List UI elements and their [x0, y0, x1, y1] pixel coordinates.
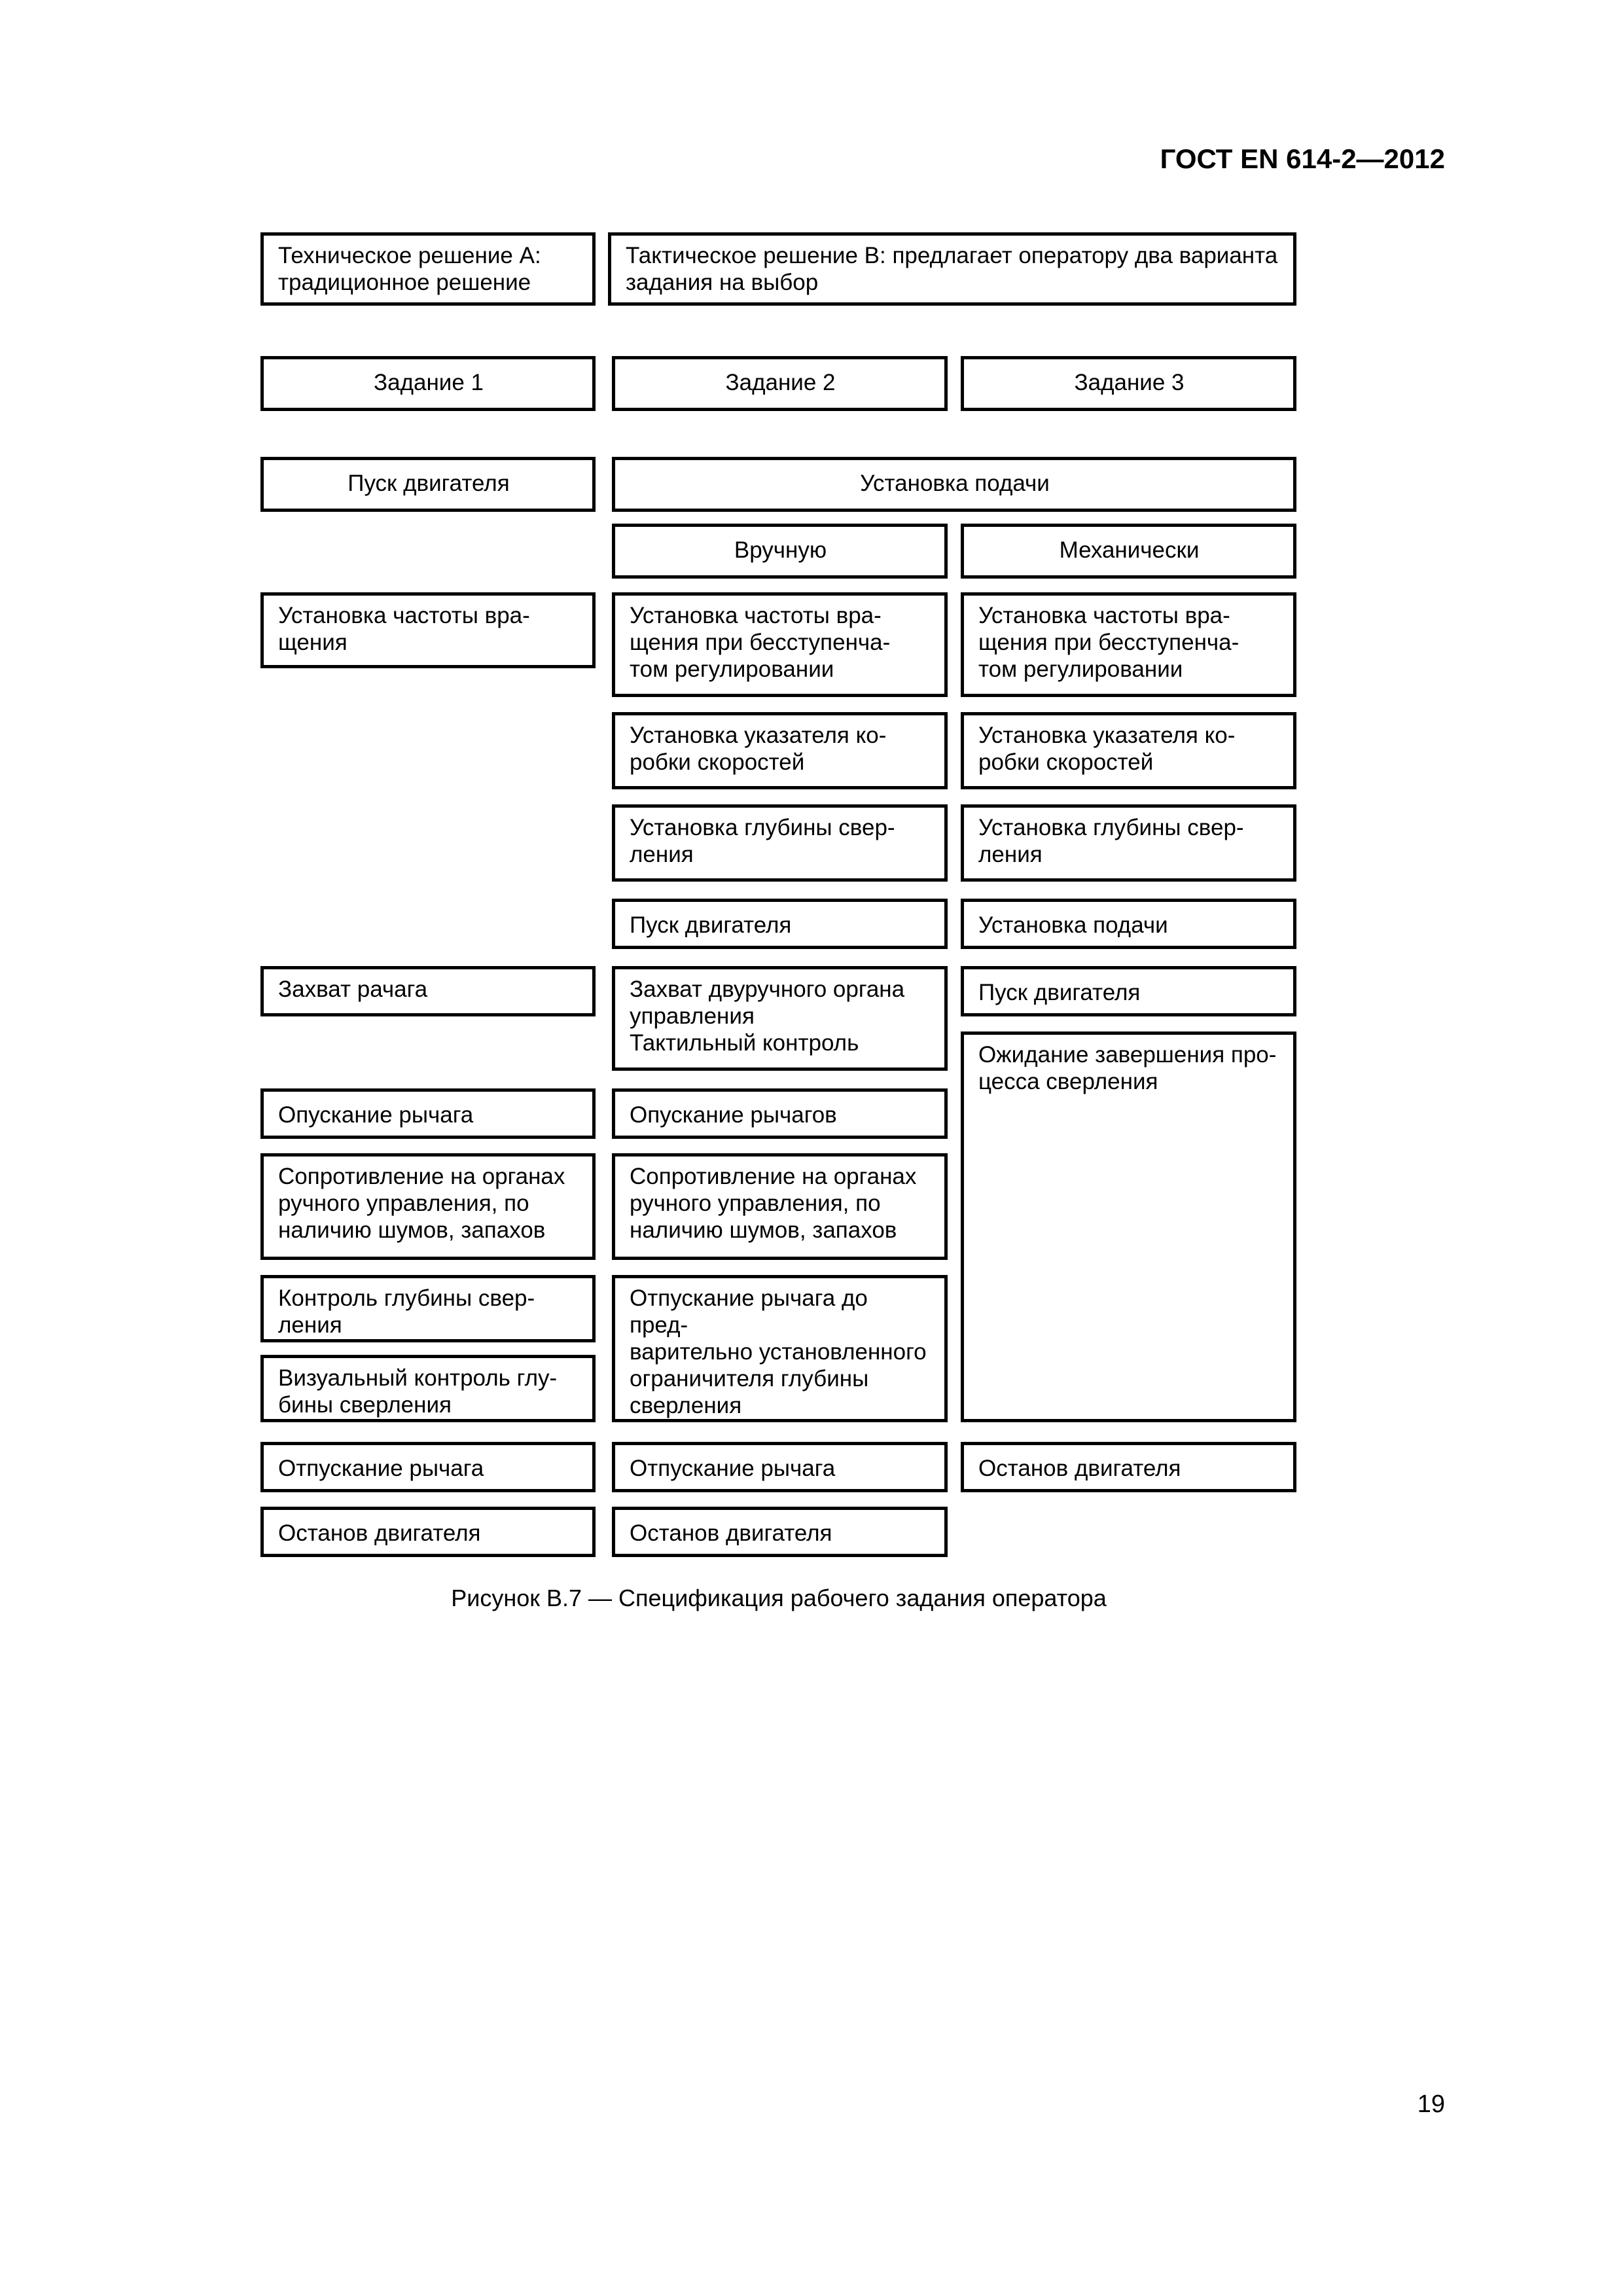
col3-mechanical-mode: Механически	[961, 524, 1296, 579]
col2-levers-lowering: Опускание рычагов	[612, 1088, 948, 1139]
col3-feed-setting: Установка подачи	[961, 899, 1296, 949]
col1-engine-stop: Останов двигателя	[260, 1507, 596, 1557]
col3-engine-stop: Останов двигателя	[961, 1442, 1296, 1492]
col3-depth-setting: Установка глубины свер- ления	[961, 804, 1296, 882]
col3-speed-setting: Установка частоты вра- щения при бесступенча- том регулировании	[961, 592, 1296, 697]
task-3-box: Задание 3	[961, 356, 1296, 411]
feed-setting-box: Установка подачи	[612, 457, 1296, 512]
col2-manual-mode: Вручную	[612, 524, 948, 579]
col1-lever-grip: Захват рачага	[260, 966, 596, 1016]
col1-lever-lowering: Опускание рычага	[260, 1088, 596, 1139]
task-2-box: Задание 2	[612, 356, 948, 411]
col3-gearbox-indicator: Установка указателя ко- робки скоростей	[961, 712, 1296, 789]
col1-speed-setting: Установка частоты вра- щения	[260, 592, 596, 668]
figure-caption: Рисунок В.7 — Спецификация рабочего задания оператора	[451, 1585, 1107, 1611]
solution-a-box: Техническое решение А: традиционное решение	[260, 232, 596, 306]
col2-lever-release: Отпускание рычага	[612, 1442, 948, 1492]
col2-engine-stop: Останов двигателя	[612, 1507, 948, 1557]
col2-speed-setting: Установка частоты вра- щения при бесступенча- том регулировании	[612, 592, 948, 697]
col2-two-hand-grip: Захват двуручного органа управления Тактильный контроль	[612, 966, 948, 1071]
col1-visual-depth-control: Визуальный контроль глу- бины сверления	[260, 1355, 596, 1422]
col1-lever-release: Отпускание рычага	[260, 1442, 596, 1492]
col2-control-resistance: Сопротивление на органах ручного управления, по наличию шумов, запахов	[612, 1153, 948, 1260]
document-header: ГОСТ EN 614-2—2012	[1160, 143, 1445, 174]
col3-engine-start: Пуск двигателя	[961, 966, 1296, 1016]
col3-wait-drilling: Ожидание завершения про- цесса сверления	[961, 1031, 1296, 1422]
col2-engine-start: Пуск двигателя	[612, 899, 948, 949]
task-1-box: Задание 1	[260, 356, 596, 411]
col1-depth-control: Контроль глубины свер- ления	[260, 1275, 596, 1342]
col2-depth-setting: Установка глубины свер- ления	[612, 804, 948, 882]
col1-engine-start: Пуск двигателя	[260, 457, 596, 512]
col1-control-resistance: Сопротивление на органах ручного управления, по наличию шумов, запахов	[260, 1153, 596, 1260]
solution-b-box: Тактическое решение В: предлагает оператору два варианта задания на выбор	[608, 232, 1296, 306]
col2-lever-release-to-stop: Отпускание рычага до пред- варительно установленного ограничителя глубины сверления	[612, 1275, 948, 1422]
col2-gearbox-indicator: Установка указателя ко- робки скоростей	[612, 712, 948, 789]
page-number: 19	[1417, 2090, 1445, 2118]
